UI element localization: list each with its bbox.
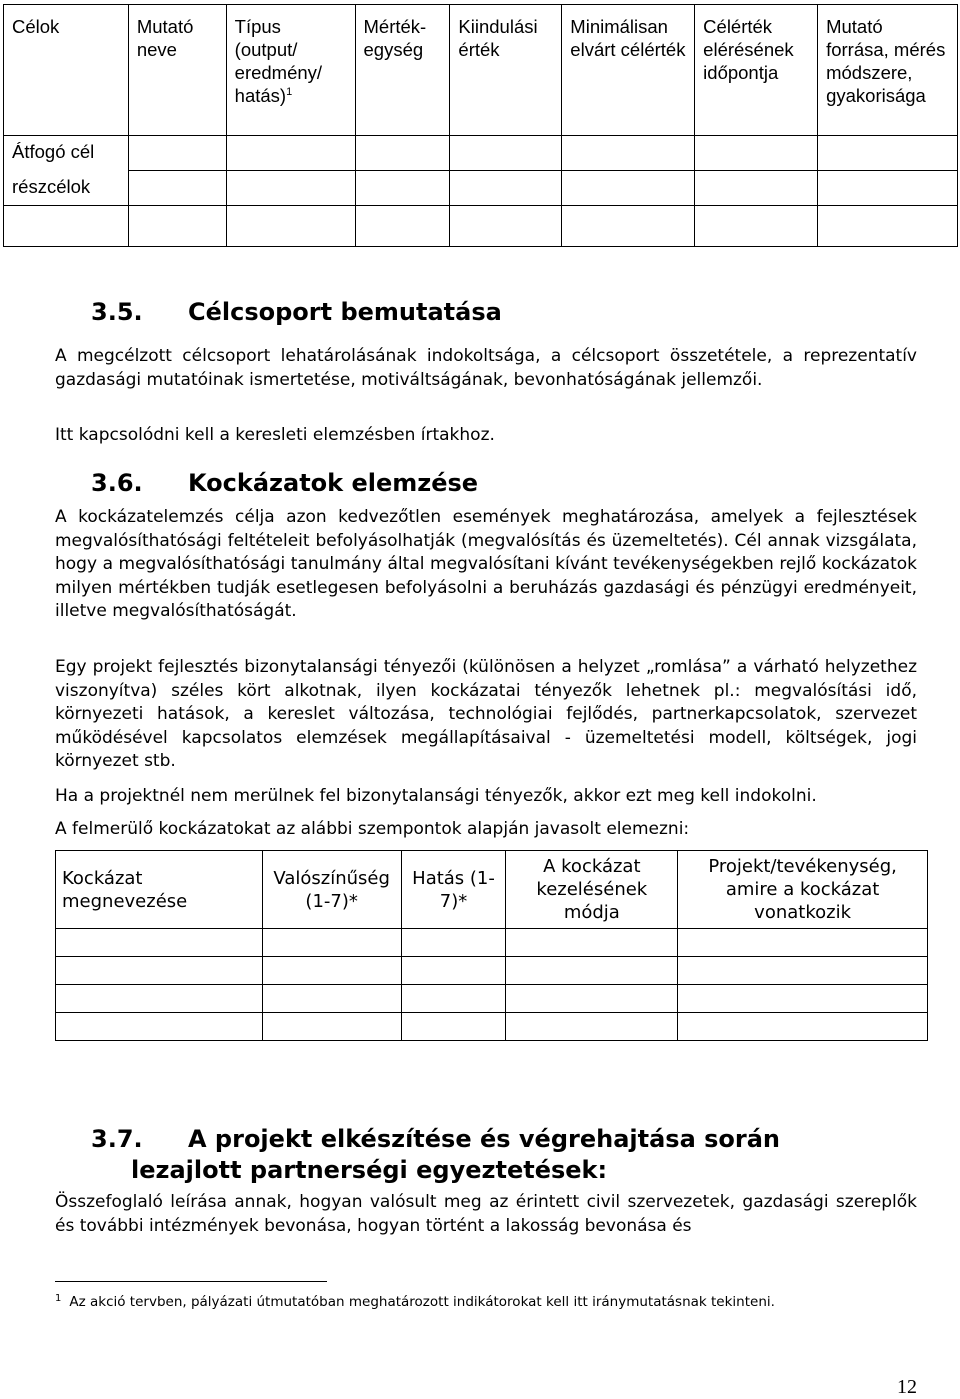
header-baseline: Kiindulási érték (450, 5, 562, 136)
table-cell (450, 171, 562, 206)
table-cell (450, 136, 562, 171)
row-label-overall-goal: Átfogó cél (4, 136, 129, 171)
row-label-subgoals: részcélok (4, 171, 129, 206)
section-3-6-heading (91, 469, 478, 497)
header-source-method: Mutató forrása, mérés módszere, gyakorisága (818, 5, 958, 136)
table-cell (56, 957, 263, 985)
header-risk-name: Kockázat megnevezése (56, 851, 263, 929)
table-cell (401, 929, 506, 957)
section-3-6-paragraph-3: Ha a projektnél nem merülnek fel bizonytalansági tényezők, akkor ezt meg kell indokolni. (55, 786, 817, 806)
section-number: 3.6. (91, 469, 143, 497)
table-cell (506, 985, 678, 1013)
footnote-text: Az akció tervben, pályázati útmutatóban meghatározott indikátorokat kell itt iránymutatásnak tekinteni. (69, 1294, 775, 1310)
section-title: Kockázatok elemzése (188, 469, 479, 497)
risk-table (55, 850, 928, 1041)
table-cell (678, 985, 928, 1013)
section-number: 3.7. (91, 1125, 143, 1153)
header-type: Típus (output/ eredmény/ hatás)$^1$ (226, 5, 355, 136)
page-number: 12 (897, 1376, 917, 1398)
table-cell (818, 136, 958, 171)
header-unit: Mérték-egység (355, 5, 450, 136)
header-indicator-name: Mutató neve (128, 5, 226, 136)
table-cell (678, 957, 928, 985)
table-cell (128, 206, 226, 247)
table-cell (226, 136, 355, 171)
footnote-separator (55, 1281, 327, 1282)
table-cell (262, 957, 401, 985)
section-3-5-heading (91, 298, 502, 326)
section-title: Célcsoport bemutatása (188, 298, 502, 326)
table-cell (450, 206, 562, 247)
footnote-ref: 1 (286, 86, 293, 98)
table-cell (56, 1013, 263, 1041)
table-cell (56, 985, 263, 1013)
section-3-6-paragraph-1: A kockázatelemzés célja azon kedvezőtlen események meghatározása, amelyek a fejlesztések megvalósíthatósági feltételeit befolyásolhatják (megvalósítás és üzemeltetés). Cél annak vizsgálata, hogy a megvalósíthatósági tanulmány által megvalósítani kívánt tevékenységekben rejlő kockázatok milyen mértékben tudják esetlegesen befolyásolni a beruházás gazdasági és pénzügyi eredményeit, illetve megvalósíthatóságát. (55, 507, 917, 621)
header-affected-activity: Projekt/tevékenység, amire a kockázat vonatkozik (678, 851, 928, 929)
header-minimum-target: Minimálisan elvárt célérték (562, 5, 695, 136)
table-cell (678, 1013, 928, 1041)
table-cell (355, 171, 450, 206)
section-title-line-1: A projekt elkészítése és végrehajtása során (188, 1125, 781, 1153)
section-number: 3.5. (91, 298, 143, 326)
table-cell (506, 1013, 678, 1041)
table-cell (506, 929, 678, 957)
header-impact: Hatás (1-7)* (401, 851, 506, 929)
section-3-5-paragraph-1: A megcélzott célcsoport lehatárolásának indokoltsága, a célcsoport összetétele, a reprezentatív gazdasági mutatóinak ismertetése, motiváltságának, bevonhatóságának jellemzői. (55, 346, 917, 390)
table-cell (56, 929, 263, 957)
table-cell (128, 171, 226, 206)
header-target-date: Célérték elérésének időpontja (695, 5, 818, 136)
table-cell (226, 171, 355, 206)
table-cell (262, 929, 401, 957)
table-cell (818, 171, 958, 206)
table-cell (355, 136, 450, 171)
section-3-5-paragraph-2: Itt kapcsolódni kell a keresleti elemzésben írtakhoz. (55, 425, 495, 445)
table-cell (355, 206, 450, 247)
table-cell (562, 171, 695, 206)
section-title-line-2: lezajlott partnerségi egyeztetések: (131, 1156, 608, 1184)
table-cell (226, 206, 355, 247)
section-3-6-paragraph-2: Egy projekt fejlesztés bizonytalansági tényezői (különösen a helyzet „romlása” a várható helyzethez viszonyítva) széles kört alkotnak, ilyen kockázatai tényezők lehetnek pl.: megvalósítási idő, környezeti hatások, a kereslet változása, technológiai fejlődés, partnerkapcsolatok, szervezet működésével kapcsolatos elemzések megállapításaival - üzemeltetési modell, költségek, jogi környezet stb. (55, 657, 917, 771)
header-goals: Célok (4, 5, 129, 136)
header-risk-handling: A kockázat kezelésének módja (506, 851, 678, 929)
footnote-marker: 1 (55, 1293, 62, 1304)
table-cell (695, 206, 818, 247)
table-cell (562, 136, 695, 171)
table-cell (695, 136, 818, 171)
table-cell (262, 985, 401, 1013)
section-3-7-heading (91, 1124, 780, 1186)
section-3-7-paragraph: Összefoglaló leírása annak, hogyan valósult meg az érintett civil szervezetek, gazdasági szereplők és további intézmények bevonása, hogyan történt a lakosság bevonása és (55, 1192, 917, 1236)
header-probability: Valószínűség (1-7)* (262, 851, 401, 929)
table-cell (562, 206, 695, 247)
table-cell (695, 171, 818, 206)
table-cell (4, 206, 129, 247)
table-cell (401, 985, 506, 1013)
table-cell (818, 206, 958, 247)
table-cell (678, 929, 928, 957)
table-cell (128, 136, 226, 171)
table-cell (262, 1013, 401, 1041)
table-cell (506, 957, 678, 985)
section-3-6-paragraph-4: A felmerülő kockázatokat az alábbi szempontok alapján javasolt elemezni: (55, 819, 690, 839)
indicator-table (3, 4, 958, 247)
table-cell (401, 1013, 506, 1041)
table-cell (401, 957, 506, 985)
footnote (55, 1294, 775, 1310)
